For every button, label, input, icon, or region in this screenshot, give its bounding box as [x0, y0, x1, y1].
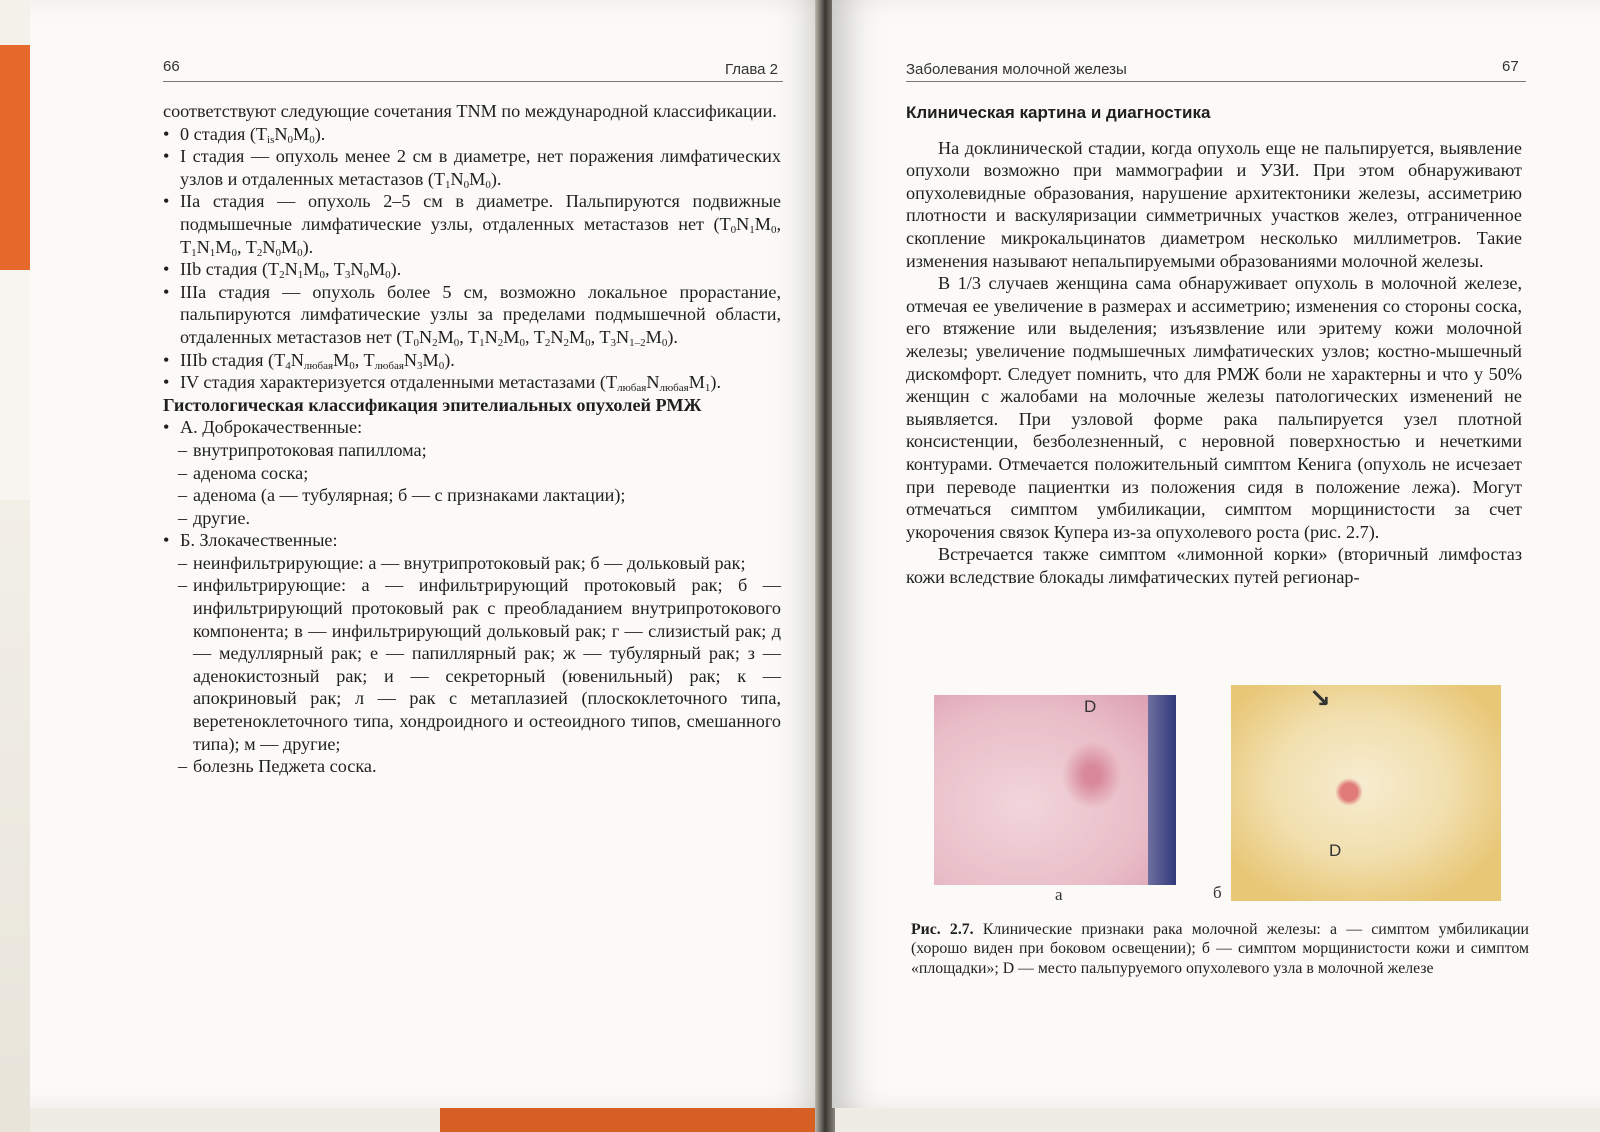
malignant-item: – болезнь Педжета соска.: [163, 755, 781, 778]
right-running-head: Заболевания молочной железы: [906, 61, 1127, 78]
stage-2a: • IIa стадия — опухоль 2–5 см в диаметре. Пальпируются подвижные подмышечные лимфатические узлы, отдаленных метастазов нет ($T_0N_1M_0$, $T_1N_1M_0$, $T_2N_0M_0$).: [163, 190, 781, 258]
stage-2b: • IIb стадия ($T_2N_1M_0$, $T_3N_0M_0$).: [163, 258, 781, 281]
benign-item: – аденома (а — тубулярная; б — с признаками лактации);: [163, 484, 781, 507]
malignant-items: [163, 552, 781, 778]
left-running-head: Глава 2: [725, 61, 779, 78]
histology-heading: Гистологическая классификация эпителиальных опухолей РМЖ: [163, 394, 702, 415]
stage-0: • 0 стадия $(T_{is}N_0M_0)$.: [163, 123, 781, 146]
fraction: 1/3: [957, 273, 981, 294]
malignant-item: – инфильтрирующие: а — инфильтрирующий протоковый рак; б — инфильтрирующий протоковый рак с преобладанием внутрипротокового компонента; в — инфильтрирующий дольковый рак; г — слизистый рак; д — медуллярный рак; е — папиллярный рак; ж — тубулярный рак; з — аденокистозный рак; и — секреторный (ювенильный) рак; к — апокриновый рак; л — рак с метаплазией (плоскоклеточного типа, веретеноклеточного типа, хондроидного и остеоидного типов, смешанного типа); м — другие;: [163, 574, 781, 755]
paragraph-3: Встречается также симптом «лимонной корки» (вторичный лимфостаз кожи вследствие блокады лимфатических путей регионар-: [906, 544, 1522, 587]
benign-item: – внутрипротоковая папиллома;: [163, 439, 781, 462]
stage-1: • I стадия — опухоль менее 2 см в диаметре, нет поражения лимфатических узлов и отдаленных метастазов $(T_1N_0M_0)$.: [163, 145, 781, 190]
figure-label-a: а: [1055, 885, 1063, 904]
stage-3b: • IIIb стадия ($T_4N_{любая}M_0$, $T_{любая}N_3M_0$).: [163, 349, 781, 372]
figure-caption: [911, 920, 1529, 978]
figure-photo-a: [934, 695, 1176, 885]
malignant-item: – неинфильтрирующие: а — внутрипротоковый рак; б — дольковый рак;: [163, 552, 781, 575]
left-page-number: 66: [163, 58, 180, 75]
benign-label: А. Доброкачественные:: [180, 417, 363, 438]
stage-3a: • IIIa стадия — опухоль более 5 см, возможно локальное прорастание, пальпируются лимфатические узлы за пределами подмышечной области, отдаленных метастазов нет ($T_0N_2M_0$, $T_1N_2M_0$, $T_2N_2M_0$, $T_3N_{1-2}M_0$).: [163, 281, 781, 349]
right-body: [906, 102, 1522, 588]
caption-lead: Рис. 2.7.: [911, 921, 974, 938]
tnm-stage-list: [163, 123, 781, 394]
right-page-number: 67: [1502, 58, 1519, 75]
intro-text: соответствуют следующие сочетания TNM по международной классификации.: [163, 101, 777, 121]
book-cover-edge: [0, 0, 30, 1132]
photo-a-shadow: [1148, 695, 1176, 885]
benign-items: [163, 439, 781, 529]
caption-text: Клинические признаки рака молочной железы: а — симптом умбиликации (хорошо виден при боковом освещении); б — симптом морщинистости кожи и симптом «площадки»; D — место пальпуруемого опухолевого узла в молочной железе: [911, 921, 1529, 977]
left-header-rule: [163, 81, 783, 82]
right-header-rule: [906, 81, 1526, 82]
arrow-icon: ↘: [1309, 685, 1331, 713]
histology-list: [163, 416, 781, 778]
figure-label-b: б: [1213, 883, 1222, 902]
figure-photo-b: [1231, 685, 1501, 901]
photo-a-marker: D: [1084, 697, 1097, 716]
section-heading: Клиническая картина и диагностика: [906, 103, 1211, 122]
photo-b-marker: D: [1329, 841, 1342, 860]
paragraph-2: В 1/3 случаев женщина сама обнаруживает опухоль в молочной железе, отмечая ее увеличение в размерах и ассиметрию; изменения со стороны соска, его втяжение или выделения; изъязвление или эритему кожи молочной железы; увеличение подмышечных лимфатических узлов; костно-мышечный дискомфорт. Следует помнить, что для РМЖ боли не характерны и что у 50% женщин с жалобами на молочные железы патологических изменений не выявляется. При узловой форме рака пальпируется узел плотной консистенции, безболезненный, с неровной поверхностью и нечеткими контурами. Отмечается положительный симптом Кенига (опухоль не исчезает при переводе пациентки из положения сидя в положение лежа). Могут отмечаться симптом умбиликации, симптом морщинистости за счет укорочения связок Купера из-за опухолевого роста (рис. 2.7).: [906, 273, 1522, 542]
paragraph-1: На доклинической стадии, когда опухоль еще не пальпируется, выявление опухоли возможно при маммографии и УЗИ. При этом обнаруживают опухолевидные образования, нарушение архитектоники железы, ассиметрию плотности и васкуляризации симметричных участков желез, отграниченное скопление микрокальцинатов диаметром несколько миллиметров. Такие изменения называют непальпируемыми образованиями молочной железы.: [906, 137, 1522, 271]
stage-4: • IV стадия характеризуется отдаленными метастазами $(T_{любая}N_{любая}M_1)$.: [163, 371, 781, 394]
left-body: [163, 100, 781, 778]
malignant-label: Б. Злокачественные:: [180, 530, 338, 551]
benign-item: – аденома соска;: [163, 462, 781, 485]
benign-item: – другие.: [163, 507, 781, 530]
